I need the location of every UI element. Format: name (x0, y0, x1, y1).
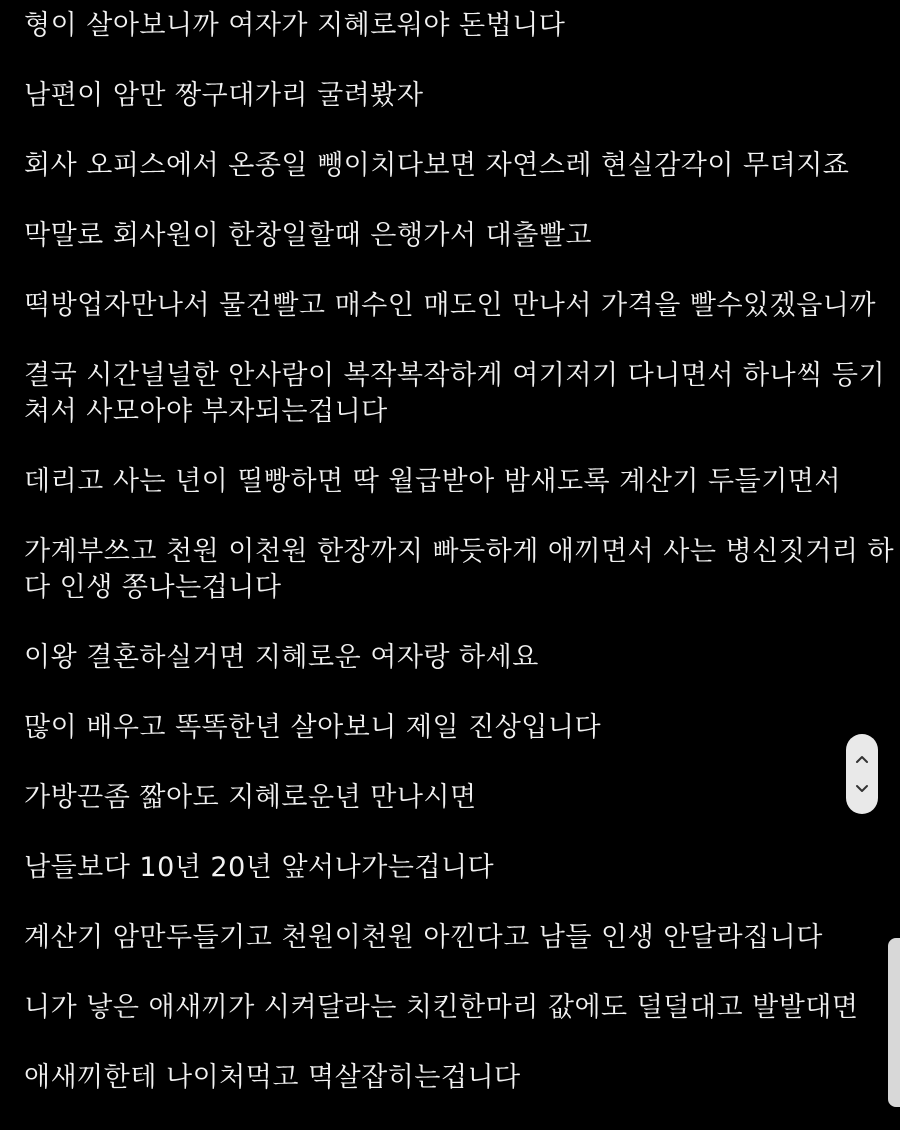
post-paragraph-2: 남편이 암만 짱구대가리 굴려봤자 (24, 80, 424, 111)
post-paragraph-14: 니가 낳은 애새끼가 시켜달라는 치킨한마리 값에도 덜덜대고 발발대면 (24, 992, 859, 1023)
post-paragraph-9: 이왕 결혼하실거면 지혜로운 여자랑 하세요 (24, 642, 539, 673)
post-paragraph-7: 데리고 사는 년이 띨빵하면 딱 월급받아 밤새도록 계산기 두들기면서 (24, 466, 841, 497)
post-paragraph-5: 떡방업자만나서 물건빨고 매수인 매도인 만나서 가격을 빨수있겠읍니까 (24, 290, 876, 321)
post-paragraph-11: 가방끈좀 짧아도 지혜로운년 만나시면 (24, 782, 477, 813)
post-paragraph-3: 회사 오피스에서 온종일 뺑이치다보면 자연스레 현실감각이 무뎌지죠 (24, 150, 850, 181)
post-paragraph-1: 형이 살아보니까 여자가 지혜로워야 돈법니다 (24, 10, 566, 41)
scroll-control[interactable] (846, 734, 878, 814)
post-paragraph-8: 가계부쓰고 천원 이천원 한장까지 빠듯하게 애끼면서 사는 병신짓거리 하다 인생 쫑나는겁니다 (24, 536, 895, 603)
chevron-down-icon[interactable] (854, 783, 870, 795)
chevron-up-icon[interactable] (854, 753, 870, 765)
post-paragraph-6: 결국 시간널널한 안사람이 복작복작하게 여기저기 다니면서 하나씩 등기쳐서 사모아야 부자되는겁니다 (24, 360, 886, 427)
post-body (24, 8, 900, 1130)
post-paragraph-12: 남들보다 10년 20년 앞서나가는겁니다 (24, 852, 495, 883)
post-paragraph-4: 막말로 회사원이 한창일할때 은행가서 대출빨고 (24, 220, 592, 251)
post-paragraph-15: 애새끼한테 나이처먹고 멱살잡히는겁니다 (24, 1062, 521, 1093)
post-paragraph-10: 많이 배우고 똑똑한년 살아보니 제일 진상입니다 (24, 712, 602, 743)
post-paragraph-13: 계산기 암만두들기고 천원이천원 아낀다고 남들 인생 안달라집니다 (24, 922, 823, 953)
edge-panel-handle[interactable] (888, 938, 900, 1107)
